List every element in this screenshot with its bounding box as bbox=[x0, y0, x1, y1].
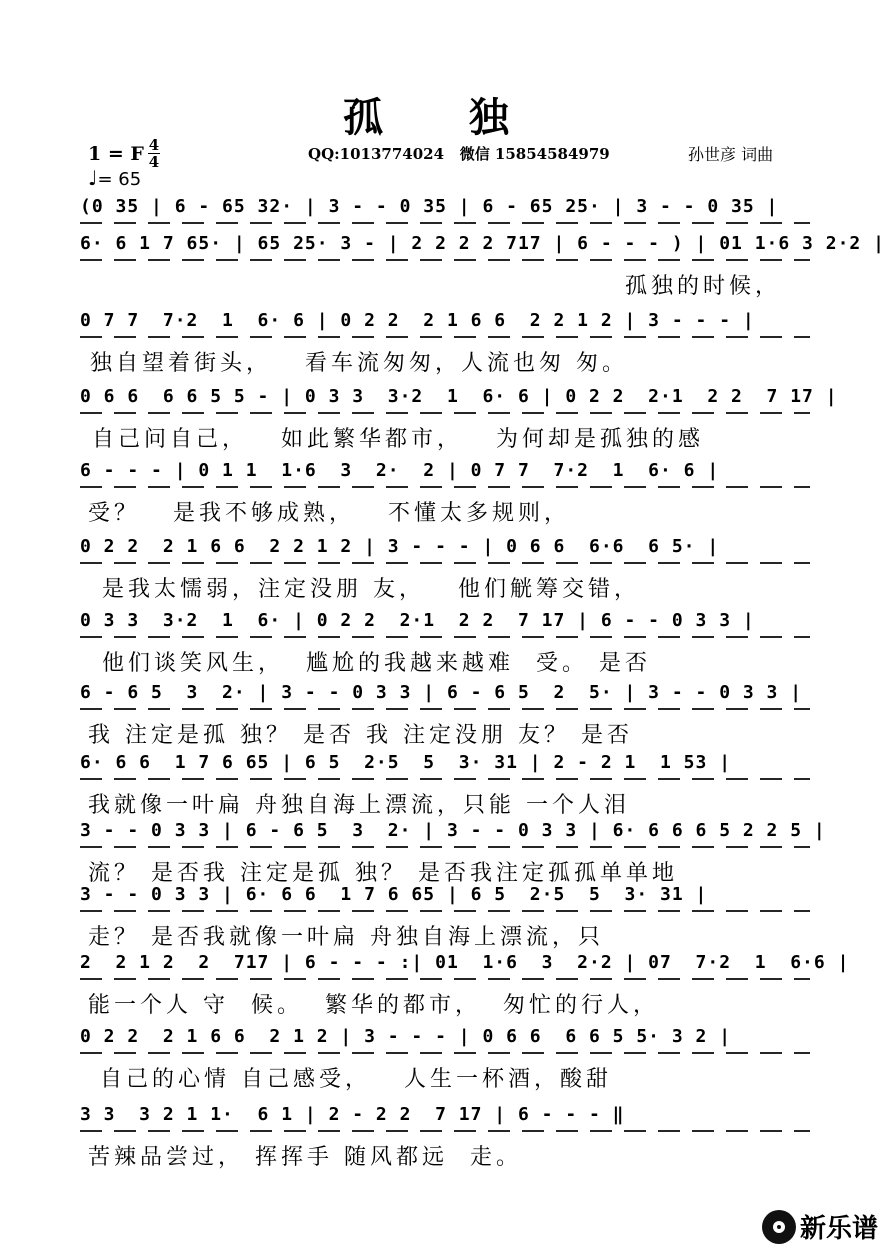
lyric-line: 走？ 是否我就像一叶扁 舟独自海上漂流，只 bbox=[88, 925, 604, 950]
rhythm-underline bbox=[80, 259, 810, 261]
notation-line: 2 2 1 2 2 717 | 6 - - - :| 01 1·6 3 2·2 | 07 7·2 1 6·6 | bbox=[80, 952, 850, 973]
lyric-line: 是我太懦弱，注定没朋 友， 他们觥筹交错， bbox=[102, 577, 640, 602]
rhythm-underline bbox=[80, 336, 810, 338]
rhythm-underline bbox=[80, 910, 810, 912]
lyric-line: 流？ 是否我 注定是孤 独？ 是否我注定孤孤单单地 bbox=[88, 861, 678, 886]
rhythm-underline bbox=[80, 1130, 810, 1132]
time-sig-top: 4 bbox=[148, 136, 160, 154]
rhythm-underline bbox=[80, 412, 810, 414]
rhythm-underline bbox=[80, 846, 810, 848]
rhythm-underline bbox=[80, 978, 810, 980]
lyric-line: 能一个人 守 候。 繁华的都市， 匆忙的行人， bbox=[88, 993, 659, 1018]
rhythm-underline bbox=[80, 222, 810, 224]
rhythm-underline bbox=[80, 636, 810, 638]
lyric-line: 苦辣品尝过， 挥挥手 随风都远 走。 bbox=[88, 1145, 522, 1170]
notation-line: (0 35 | 6 - 65 32· | 3 - - 0 35 | 6 - 65 25· | 3 - - 0 35 | bbox=[80, 196, 779, 217]
notation-line: 6 - - - | 0 1 1 1·6 3 2· 2 | 0 7 7 7·2 1 6· 6 | bbox=[80, 460, 720, 481]
rhythm-underline bbox=[80, 778, 810, 780]
lyric-line: 我就像一叶扁 舟独自海上漂流，只能 一个人泪 bbox=[88, 793, 630, 818]
lyric-line: 自己的心情 自己感受， 人生一杯酒，酸甜 bbox=[100, 1067, 612, 1092]
record-disc-icon bbox=[762, 1210, 796, 1244]
time-signature bbox=[148, 138, 160, 169]
notation-line: 6· 6 1 7 65· | 65 25· 3 - | 2 2 2 2 717 | 6 - - - ) | 01 1·6 3 2·2 | bbox=[80, 233, 885, 254]
notation-line: 0 2 2 2 1 6 6 2 1 2 | 3 - - - | 0 6 6 6 6 5 5· 3 2 | bbox=[80, 1026, 732, 1047]
notation-line: 3 3 3 2 1 1· 6 1 | 2 - 2 2 7 17 | 6 - - - ‖ bbox=[80, 1104, 625, 1125]
notation-line: 6 - 6 5 3 2· | 3 - - 0 3 3 | 6 - 6 5 2 5· | 3 - - 0 3 3 | bbox=[80, 682, 803, 703]
lyric-line: 他们谈笑风生， 尴尬的我越来越难 受。 是否 bbox=[102, 651, 651, 676]
rhythm-underline bbox=[80, 708, 810, 710]
rhythm-underline bbox=[80, 486, 810, 488]
notation-line: 3 - - 0 3 3 | 6 - 6 5 3 2· | 3 - - 0 3 3 | 6· 6 6 6 5 2 2 5 | bbox=[80, 820, 826, 841]
lyric-line: 孤独的时候， bbox=[625, 274, 782, 299]
rhythm-underline bbox=[80, 562, 810, 564]
time-sig-bottom: 4 bbox=[148, 153, 160, 171]
notation-line: 3 - - 0 3 3 | 6· 6 6 1 7 6 65 | 6 5 2·5 5 3· 31 | bbox=[80, 884, 708, 905]
key-signature: 1 = F bbox=[88, 143, 144, 165]
contact-info: QQ:1013774024 微信 15854584979 bbox=[308, 145, 610, 163]
notation-line: 0 2 2 2 1 6 6 2 2 1 2 | 3 - - - | 0 6 6 6·6 6 5· | bbox=[80, 536, 720, 557]
lyric-line: 受？ 是我不够成熟， 不懂太多规则， bbox=[88, 501, 570, 526]
logo-text: 新乐谱 bbox=[800, 1214, 879, 1244]
lyric-line: 自己问自己， 如此繁华都市， 为何却是孤独的感 bbox=[92, 427, 704, 452]
author-credit: 孙世彦 词曲 bbox=[688, 145, 774, 164]
lyric-line: 独自望着街头， 看车流匆匆，人流也匆 匆。 bbox=[90, 351, 628, 376]
tempo-value: = 65 bbox=[97, 169, 142, 190]
site-logo bbox=[762, 1208, 878, 1245]
quarter-note-icon: ♩ bbox=[88, 166, 98, 190]
tempo-marking bbox=[88, 166, 141, 190]
notation-line: 6· 6 6 1 7 6 65 | 6 5 2·5 5 3· 31 | 2 - 2 1 1 53 | bbox=[80, 752, 732, 773]
lyric-line: 我 注定是孤 独？ 是否 我 注定没朋 友？ 是否 bbox=[88, 723, 633, 748]
song-title: 孤 独 bbox=[343, 95, 545, 141]
notation-line: 0 6 6 6 6 5 5 - | 0 3 3 3·2 1 6· 6 | 0 2 2 2·1 2 2 7 17 | bbox=[80, 386, 838, 407]
notation-line: 0 3 3 3·2 1 6· | 0 2 2 2·1 2 2 7 17 | 6 - - 0 3 3 | bbox=[80, 610, 755, 631]
rhythm-underline bbox=[80, 1052, 810, 1054]
notation-line: 0 7 7 7·2 1 6· 6 | 0 2 2 2 1 6 6 2 2 1 2 | 3 - - - | bbox=[80, 310, 755, 331]
